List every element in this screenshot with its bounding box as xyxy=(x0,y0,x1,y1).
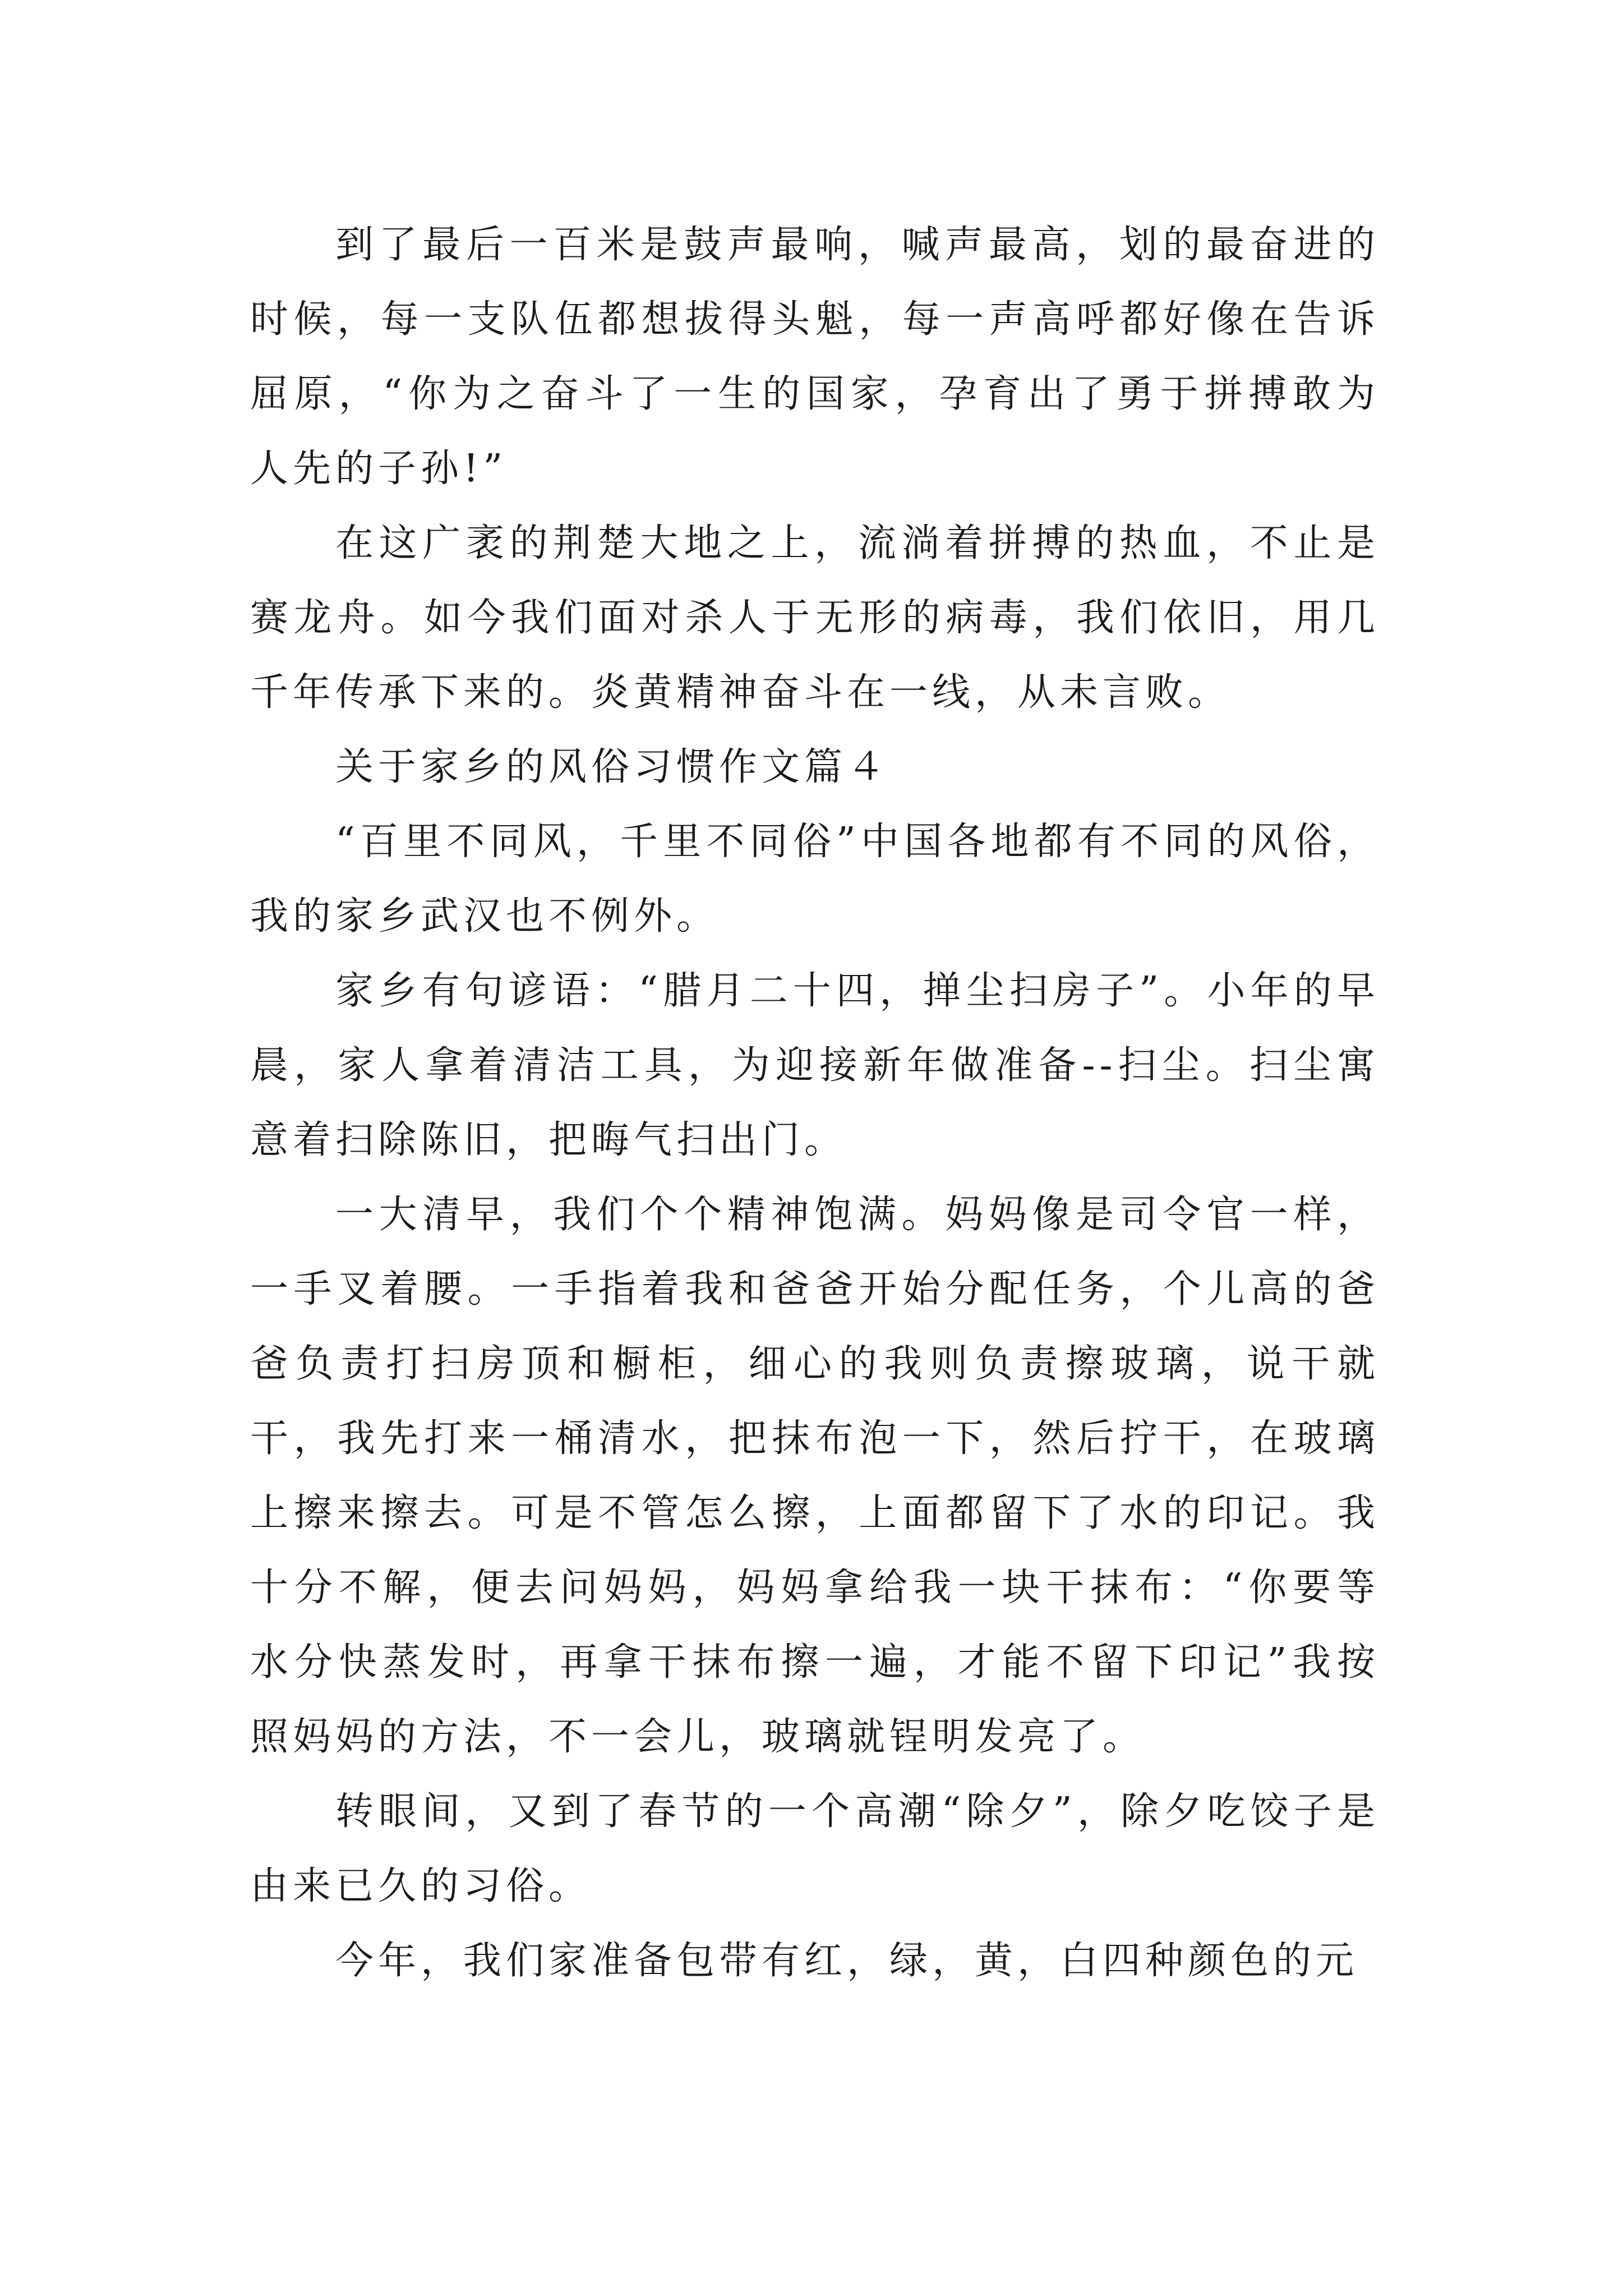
paragraph: 在这广袤的荆楚大地之上，流淌着拼搏的热血，不止是赛龙舟。如今我们面对杀人于无形的病毒，我们依旧，用几千年传承下来的。炎黄精神奋斗在一线，从未言败。 xyxy=(250,521,1380,715)
paragraph: 今年，我们家准备包带有红，绿，黄，白四种颜色的元 xyxy=(335,1939,1359,1983)
paragraph: 一大清早，我们个个精神饱满。妈妈像是司令官一样，一手叉着腰。一手指着我和爸爸开始分配任务，个儿高的爸爸负责打扫房顶和橱柜，细心的我则负责擦玻璃，说干就干，我先打来一桶清水，把抹布泡一下，然后拧干，在玻璃上擦来擦去。可是不管怎么擦，上面都留下了水的印记。我十分不解，便去问妈妈，妈妈拿给我一块干抹布：“你要等水分快蒸发时，再拿干抹布擦一遍，才能不留下印记”我按照妈妈的方法，不一会儿，玻璃就锃明发亮了。 xyxy=(250,1193,1380,1759)
paragraph: “百里不同风，千里不同俗”中国各地都有不同的风俗，我的家乡武汉也不例外。 xyxy=(250,820,1380,938)
paragraph: 转眼间，又到了春节的一个高潮“除夕”，除夕吃饺子是由来已久的习俗。 xyxy=(250,1789,1380,1908)
section-heading: 关于家乡的风俗习惯作文篇４ xyxy=(335,745,890,789)
document-body xyxy=(250,208,1380,1998)
paragraph: 到了最后一百米是鼓声最响，喊声最高，划的最奋进的时候，每一支队伍都想拔得头魁，每一声高呼都好像在告诉屈原，“你为之奋斗了一生的国家，孕育出了勇于拼搏敢为人先的子孙!” xyxy=(250,223,1380,491)
paragraph: 家乡有句谚语：“腊月二十四，掸尘扫房子”。小年的早晨，家人拿着清洁工具，为迎接新年做准备--扫尘。扫尘寓意着扫除陈旧，把晦气扫出门。 xyxy=(250,969,1380,1162)
